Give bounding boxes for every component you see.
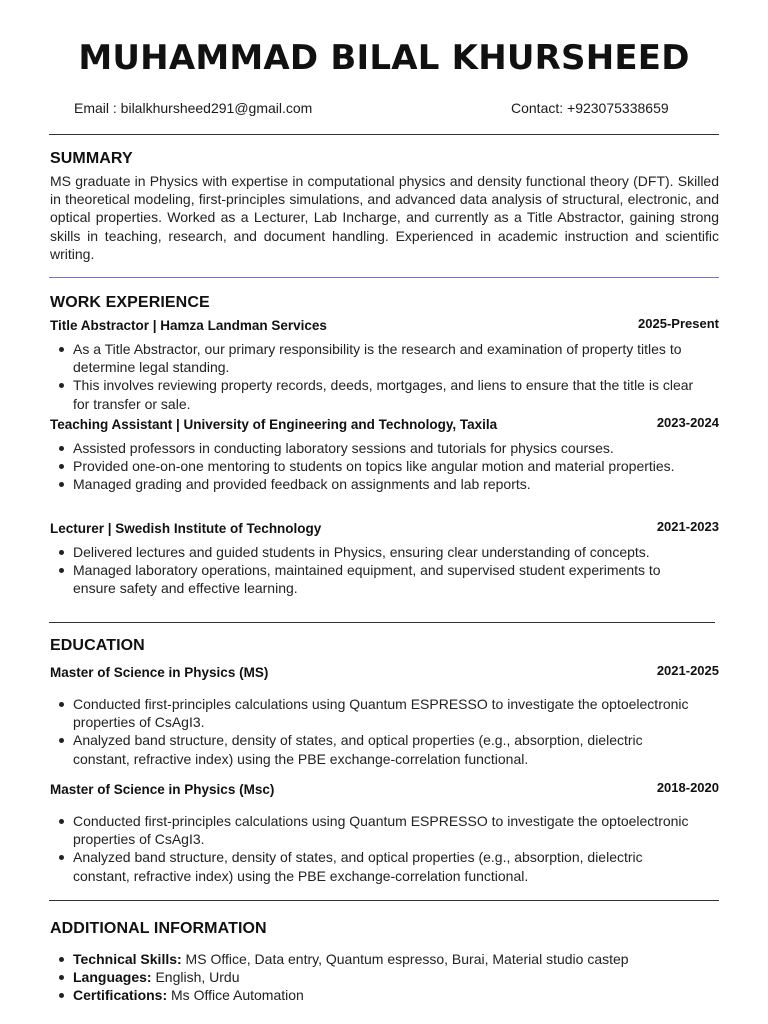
list-item: Analyzed band structure, density of states, and optical properties (e.g., absorption, dielectric constant, refractive index) using the PBE exchange-correlation functional. (50, 848, 698, 884)
job-bullets (50, 543, 719, 598)
item-value: MS Office, Data entry, Quantum espresso, Burai, Material studio castep (181, 951, 629, 967)
contact-text: Contact: +923075338659 (511, 100, 669, 116)
job-date: 2025-Present (638, 316, 719, 331)
email-text: Email : bilalkhursheed291@gmail.com (74, 100, 313, 116)
job-bullets (50, 340, 719, 413)
list-item (50, 986, 698, 1004)
job-title: Teaching Assistant | University of Engineering and Technology, Taxila (50, 417, 498, 432)
list-item: This involves reviewing property records, deeds, mortgages, and liens to ensure that the title is clear for transfer or sale. (50, 376, 698, 412)
list-item (50, 968, 698, 986)
additional-info-list (50, 950, 719, 1005)
education-header (50, 782, 719, 800)
education-header (50, 665, 719, 683)
header-divider (49, 134, 719, 135)
list-item: Analyzed band structure, density of states, and optical properties (e.g., absorption, dielectric constant, refractive index) using the PBE exchange-correlation functional. (50, 731, 698, 767)
work-divider (49, 622, 715, 623)
degree-title: Master of Science in Physics (Msc) (50, 782, 275, 797)
degree-title: Master of Science in Physics (MS) (50, 665, 269, 680)
education-entry (50, 665, 719, 768)
job-entry (50, 318, 719, 413)
list-item: As a Title Abstractor, our primary responsibility is the research and examination of property titles to determine legal standing. (50, 340, 698, 376)
work-experience-heading: WORK EXPERIENCE (50, 294, 210, 311)
item-value: English, Urdu (151, 969, 240, 986)
job-date: 2023-2024 (656, 415, 719, 430)
list-item: Delivered lectures and guided students in Physics, ensuring clear understanding of concepts. (50, 543, 698, 561)
item-label: Languages: (73, 969, 152, 986)
summary-heading: SUMMARY (50, 150, 133, 167)
additional-bullets (50, 950, 719, 1005)
education-divider (49, 900, 719, 901)
summary-divider (49, 277, 719, 278)
item-label: Certifications: (73, 987, 168, 1004)
job-header (50, 318, 719, 336)
education-bullets (50, 695, 719, 768)
job-entry (50, 417, 719, 494)
education-heading: EDUCATION (50, 637, 145, 654)
list-item: Managed laboratory operations, maintained equipment, and supervised student experiments to ensure safety and effective learning. (50, 561, 698, 597)
candidate-name: MUHAMMAD BILAL KHURSHEED (78, 38, 690, 78)
list-item: Managed grading and provided feedback on assignments and lab reports. (50, 475, 698, 493)
degree-date: 2021-2025 (656, 663, 719, 678)
list-item (50, 950, 698, 968)
job-entry (50, 521, 719, 598)
education-entry (50, 782, 719, 885)
job-title: Title Abstractor | Hamza Landman Services (50, 318, 327, 333)
list-item: Conducted first-principles calculations using Quantum ESPRESSO to investigate the optoelectronic properties of CsAgI3. (50, 812, 698, 848)
job-date: 2021-2023 (656, 519, 719, 534)
job-header (50, 521, 719, 539)
list-item: Provided one-on-one mentoring to students on topics like angular motion and material properties. (50, 457, 698, 475)
summary-text: MS graduate in Physics with expertise in computational physics and density functional theory (DFT). Skilled in theoretical modeling, first-principles simulations, and advanced data analysis of structural, electronic, and optical properties. Worked as a Lecturer, Lab Incharge, and currently as a Title Abstractor, gaining strong skills in teaching, research, and document handling. Experienced in academic instruction and scientific writing. (50, 173, 719, 262)
job-header (50, 417, 719, 435)
list-item: Assisted professors in conducting laboratory sessions and tutorials for physics courses. (50, 439, 698, 457)
list-item: Conducted first-principles calculations using Quantum ESPRESSO to investigate the optoelectronic properties of CsAgI3. (50, 695, 698, 731)
education-bullets (50, 812, 719, 885)
item-label: Technical Skills: (73, 951, 182, 967)
item-value: Ms Office Automation (167, 987, 304, 1004)
job-title: Lecturer | Swedish Institute of Technology (50, 521, 322, 536)
degree-date: 2018-2020 (656, 780, 719, 795)
job-bullets (50, 439, 719, 494)
additional-info-heading: ADDITIONAL INFORMATION (50, 920, 267, 937)
